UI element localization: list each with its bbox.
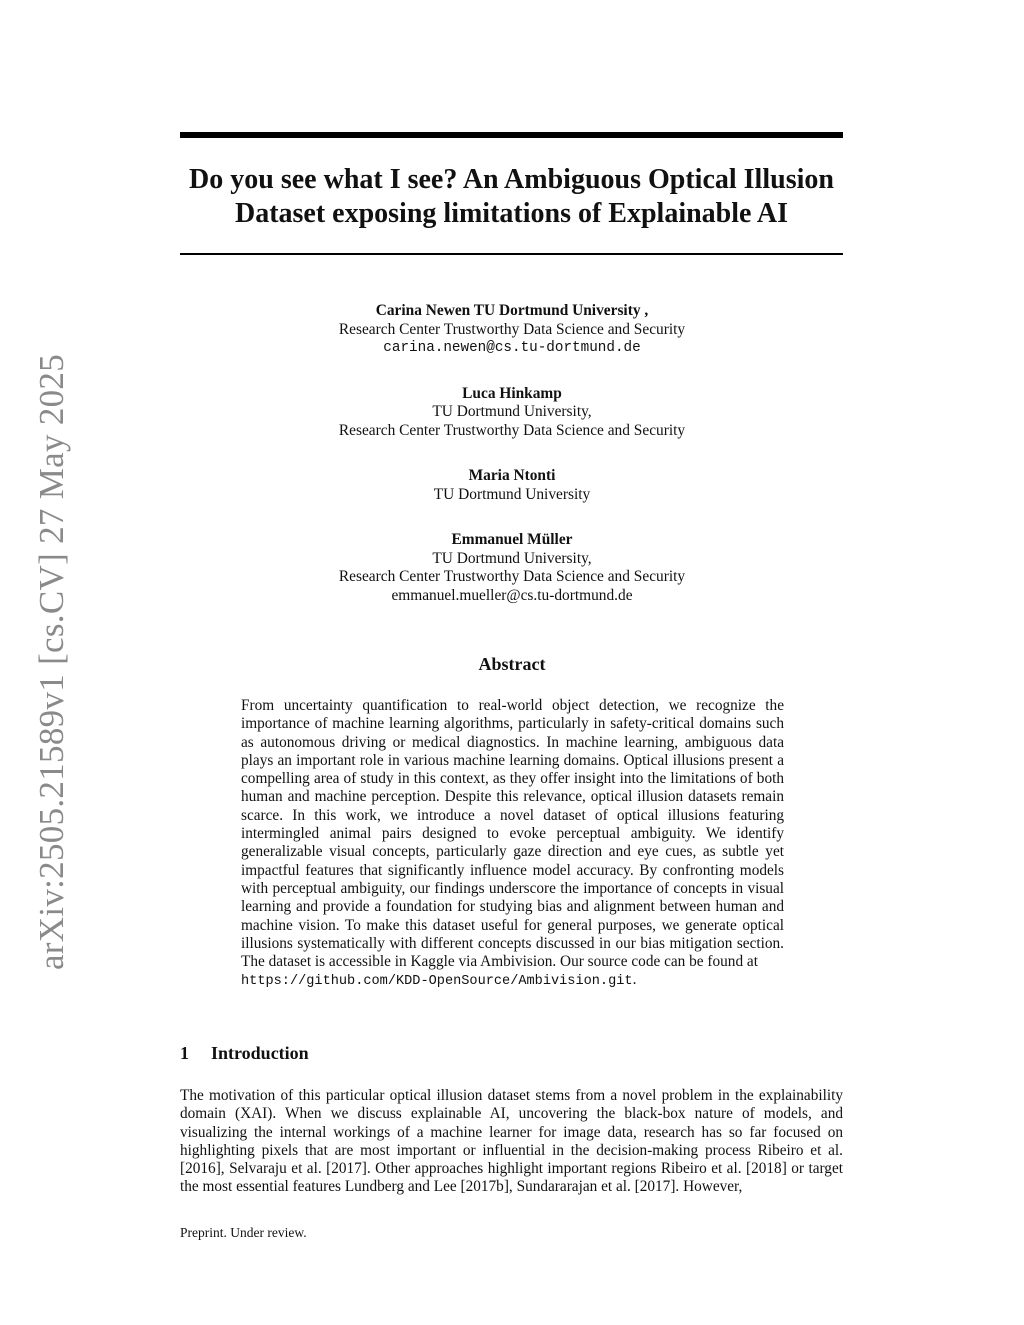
section-title: Introduction: [211, 1043, 309, 1063]
author-affiliation: Research Center Trustworthy Data Science and Security: [338, 320, 686, 338]
abstract-body-text: From uncertainty quantification to real-world object detection, we recognize the importance of machine learning algorithms, particularly in safety-critical domains such as autonomous driving or medical diagnostics. In machine learning, ambiguous data plays an important role in various machine learning domains. Optical illusions present a compelling area of study in this context, as they offer insight into the limitations of both human and machine perception. Despite this relevance, optical illusion datasets remain scarce. In this work, we introduce a novel dataset of optical illusions featuring intermingled animal pairs designed to evoke perceptual ambiguity. We identify generalizable visual concepts, particularly gaze direction and eye cues, as subtle yet impactful features that significantly influence model accuracy. By confronting models with perceptual ambiguity, our findings underscore the importance of concepts in visual learning and provide a foundation for studying bias and alignment between human and machine vision. To make this dataset useful for general purposes, we generate optical illusions systematically with different concepts discussed in our bias mitigation section. The dataset is accessible in Kaggle via Ambivision. Our source code can be found at: [241, 697, 784, 971]
author-entry: [200, 385, 824, 441]
author-block: [200, 302, 824, 605]
author-affiliation: TU Dortmund University,: [432, 403, 592, 420]
paper-title: [170, 163, 853, 231]
abstract-text: [241, 697, 784, 992]
author-name: Carina Newen TU Dortmund University ,: [375, 302, 649, 319]
source-code-link[interactable]: https://github.com/KDD-OpenSource/Ambivision.git: [241, 974, 633, 990]
author-entry: [200, 531, 824, 605]
author-entry: [200, 467, 824, 504]
author-email: carina.newen@cs.tu-dortmund.de: [383, 340, 641, 356]
abstract-heading: Abstract: [478, 654, 546, 674]
author-name: Emmanuel Müller: [451, 531, 573, 548]
author-affiliation: Research Center Trustworthy Data Science and Security: [338, 421, 686, 439]
footer-note: Preprint. Under review.: [180, 1225, 307, 1240]
author-name: Luca Hinkamp: [462, 384, 562, 402]
section-heading: [180, 1043, 309, 1064]
author-affiliation: Research Center Trustworthy Data Science and Security: [338, 568, 686, 585]
abstract-url-suffix: .: [632, 971, 637, 989]
author-email: emmanuel.mueller@cs.tu-dortmund.de: [391, 586, 633, 604]
introduction-text: The motivation of this particular optical illusion dataset stems from a novel problem in the explainability domain (XAI). When we discuss explainable AI, uncovering the black-box nature of models, and visualizing the internal workings of a machine learner for image data, research has so far focused on highlighting pixels that are most important or influential in the decision-making process Ribeiro et al. [2016], Selvaraju et al. [2017]. Other approaches highlight important regions Ribeiro et al. [2018] or target the most essential features Lundberg and Lee [2017b], Sundararajan et al. [2017]. However,: [180, 1087, 843, 1196]
title-line-2: Dataset exposing limitations of Explainable AI: [234, 198, 789, 229]
title-bottom-rule: [180, 253, 843, 255]
title-line-1: Do you see what I see? An Ambiguous Optical Illusion: [189, 164, 834, 195]
section-number: 1: [180, 1043, 189, 1063]
author-affiliation: TU Dortmund University,: [432, 549, 592, 567]
title-top-rule: [180, 132, 843, 138]
arxiv-identifier-stamp: arXiv:2505.21589v1 [cs.CV] 27 May 2025: [32, 353, 71, 971]
author-entry: [200, 302, 824, 358]
author-affiliation: TU Dortmund University: [433, 485, 591, 503]
author-name: Maria Ntonti: [468, 467, 556, 484]
